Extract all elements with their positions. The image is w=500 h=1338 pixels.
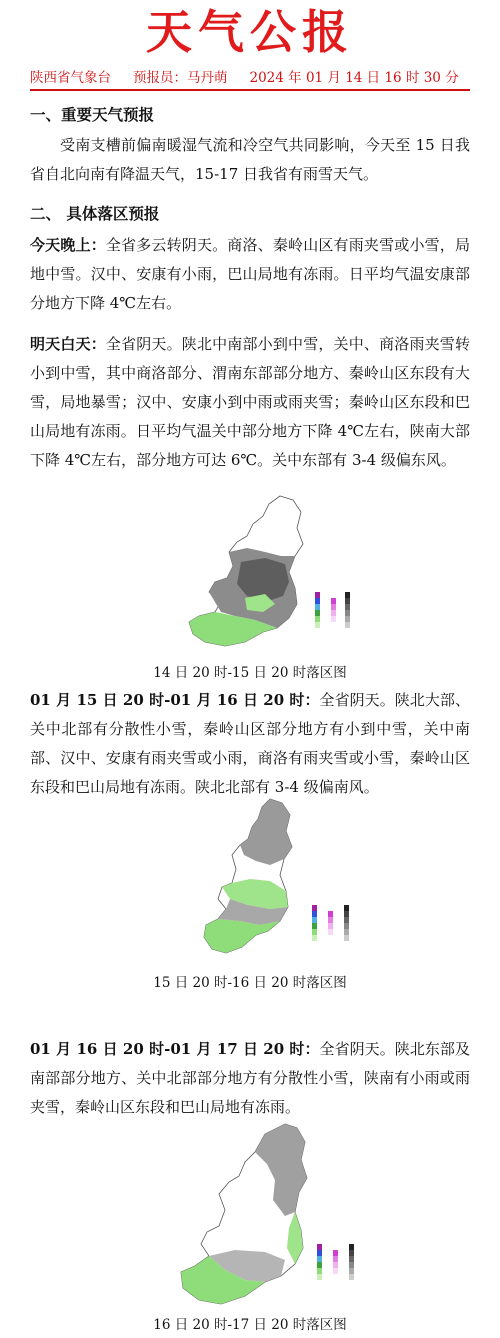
tonight-paragraph xyxy=(30,231,470,318)
day2-paragraph xyxy=(30,686,470,802)
legend-2 xyxy=(312,905,349,941)
section1-text: 受南支槽前偏南暖湿气流和冷空气共同影响，今天至 15 日我省自北向南有降温天气，15-17 日我省有雨雪天气。 xyxy=(30,136,470,183)
day3-paragraph xyxy=(30,1035,470,1122)
map3-caption: 16 日 20 时-17 日 20 时落区图 xyxy=(153,1317,347,1333)
legend-1 xyxy=(315,592,350,628)
bulletin-title: 天气公报 xyxy=(146,5,354,59)
tomorrow-text: 全省阴天。陕北中南部小到中雪，关中、商洛雨夹雪转小到中雪，其中商洛部分、渭南东部部分地方、秦岭山区东段有大雪，局地暴雪；汉中、安康小到中雨或雨夹雪；秦岭山区东段和巴山局地有冻雨。日平均气温关中部分地方下降 4℃左右，陕南大部下降 4℃左右，部分地方可达 6℃。关中东部有 3-4 级偏东风。 xyxy=(30,335,470,469)
bulletin-meta xyxy=(30,66,470,88)
agency-name: 陕西省气象台 xyxy=(30,70,111,86)
issue-time: 2024 年 01 月 14 日 16 时 30 分 xyxy=(249,70,459,86)
rain-area-2 xyxy=(204,919,280,953)
precip-map-2 xyxy=(200,795,365,971)
day2-text: 全省阴天。陕北大部、关中北部有分散性小雪，秦岭山区部分地方有小到中雪，关中南部、汉中、安康有雨夹雪或小雨，商洛有雨夹雪或小雪，秦岭山区东段和巴山局地有冻雨。陕北北部有 3-4 级偏南风。 xyxy=(30,691,470,796)
precip-map-3 xyxy=(175,1120,370,1320)
day3-lead: 01 月 16 日 20 时-01 月 17 日 20 时： xyxy=(30,1040,320,1058)
precip-map-1 xyxy=(185,492,360,654)
tonight-text: 全省多云转阴天。商洛、秦岭山区有雨夹雪或小雪，局地中雪。汉中、安康有小雨，巴山局地有冻雨。日平均气温安康部分地方下降 4℃左右。 xyxy=(30,236,470,312)
day3-text: 全省阴天。陕北东部及南部部分地方、关中北部部分地方有分散性小雪，陕南有小雨或雨夹雪，秦岭山区东段和巴山局地有冻雨。 xyxy=(30,1040,470,1116)
map1-caption: 14 日 20 时-15 日 20 时落区图 xyxy=(153,665,347,681)
map2-caption: 15 日 20 时-16 日 20 时落区图 xyxy=(153,975,347,991)
snow-area-2 xyxy=(240,799,292,865)
legend-3 xyxy=(317,1244,354,1280)
section2-heading: 二、 具体落区预报 xyxy=(30,204,160,223)
tomorrow-paragraph xyxy=(30,330,470,475)
forecaster-name: 预报员：马丹萌 xyxy=(133,70,228,86)
header-divider xyxy=(30,89,470,91)
tomorrow-lead: 明天白天： xyxy=(30,335,106,353)
day2-lead: 01 月 15 日 20 时-01 月 16 日 20 时： xyxy=(30,691,320,709)
section1-heading: 一、重要天气预报 xyxy=(30,105,155,124)
tonight-lead: 今天晚上： xyxy=(30,236,106,254)
